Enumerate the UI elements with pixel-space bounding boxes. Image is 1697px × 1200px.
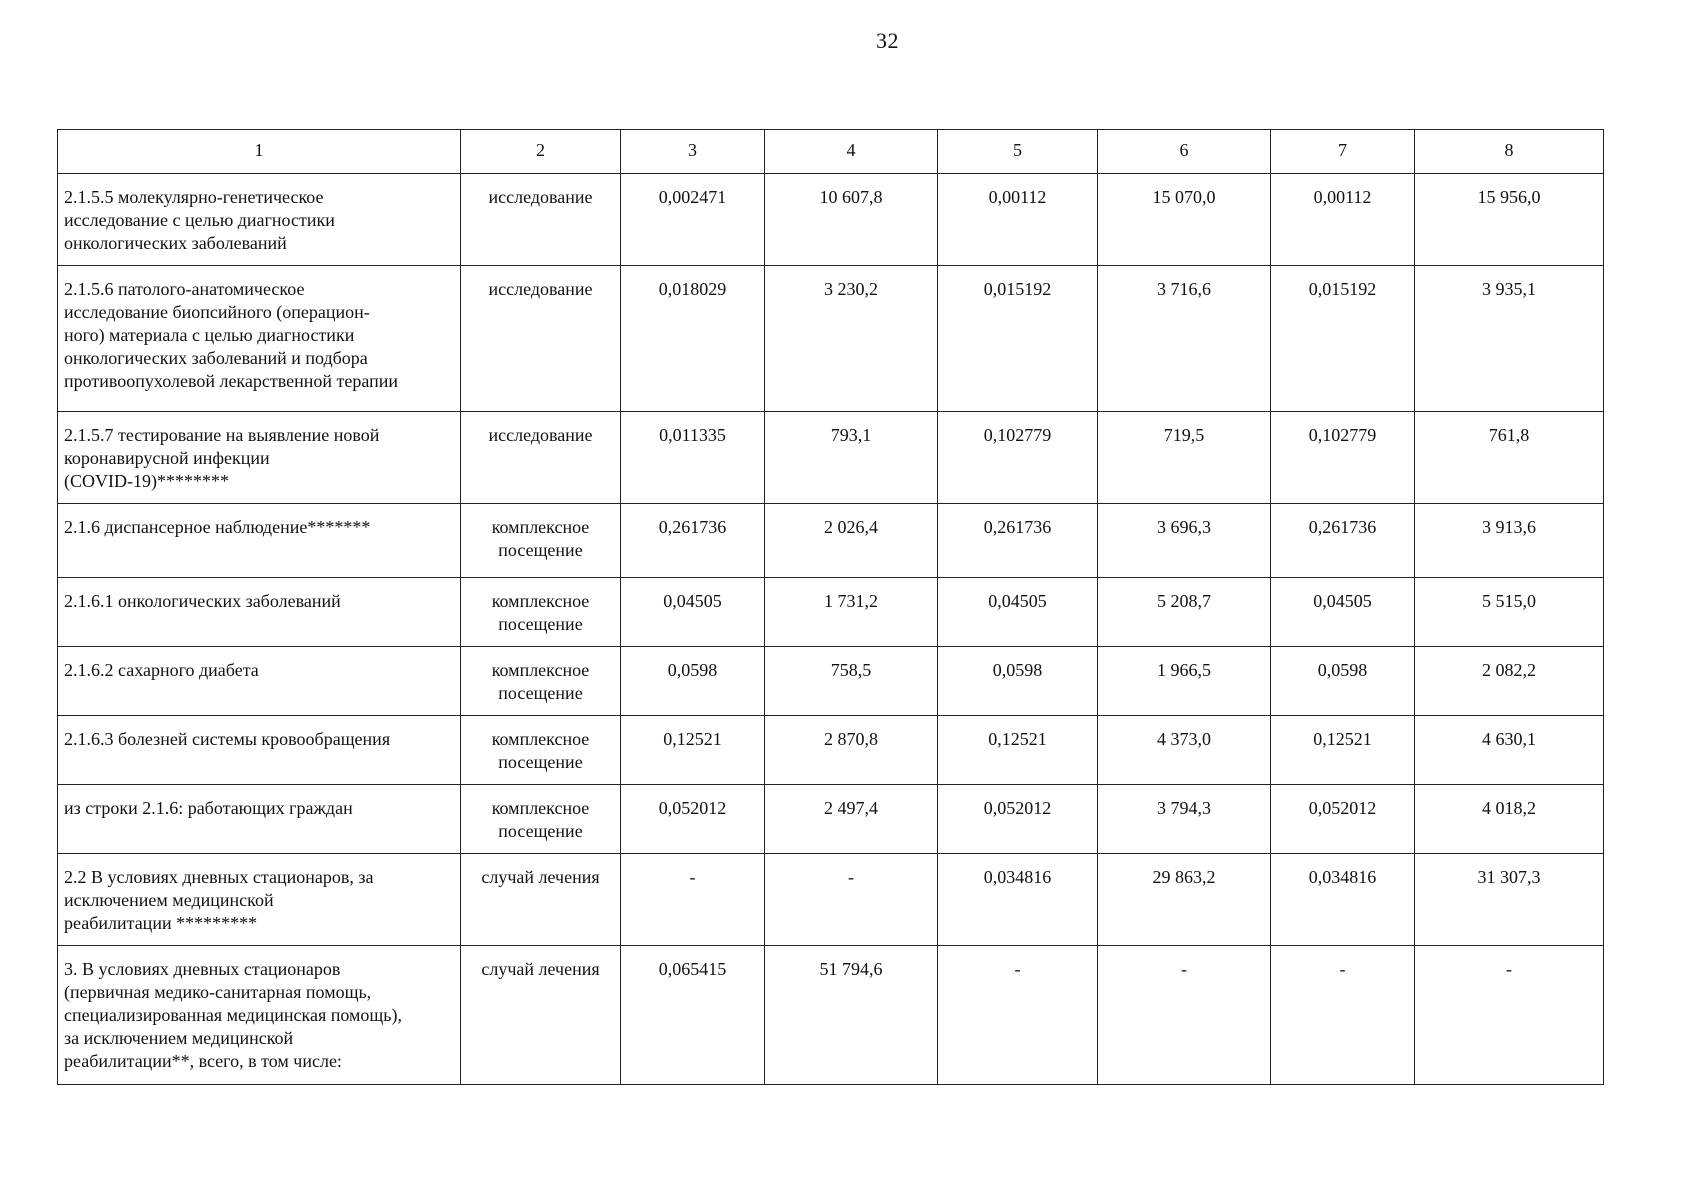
cell-col6: 3 716,6 (1098, 266, 1271, 412)
row-label (58, 785, 461, 854)
cell-col5: 0,00112 (938, 174, 1098, 266)
norms-table (57, 129, 1604, 1085)
cell-col8: 31 307,3 (1415, 854, 1604, 946)
row-unit (461, 412, 621, 504)
row-unit (461, 647, 621, 716)
cell-col8: 3 935,1 (1415, 266, 1604, 412)
cell-col8: 5 515,0 (1415, 578, 1604, 647)
cell-col5: 0,261736 (938, 504, 1098, 578)
page-number: 32 (876, 28, 899, 53)
cell-col8: 4 630,1 (1415, 716, 1604, 785)
cell-col6: 4 373,0 (1098, 716, 1271, 785)
row-label (58, 578, 461, 647)
cell-col4: 793,1 (765, 412, 938, 504)
row-unit (461, 785, 621, 854)
row-label (58, 854, 461, 946)
column-header-8: 8 (1415, 130, 1604, 174)
row-label-text: 3. В условиях дневных стационаров (первичная медико-санитарная помощь, специализированная медицинская помощь), за исключением медицинской реабилитации**, всего, в том числе: (64, 959, 402, 1071)
cell-col4: 3 230,2 (765, 266, 938, 412)
cell-col5: 0,0598 (938, 647, 1098, 716)
table-header-row (58, 130, 1604, 174)
cell-col4: 2 026,4 (765, 504, 938, 578)
cell-col3: 0,018029 (621, 266, 765, 412)
row-label-text: 2.1.5.7 тестирование на выявление новой коронавирусной инфекции (COVID-19)******** (64, 425, 380, 491)
cell-col3: 0,065415 (621, 946, 765, 1085)
row-unit-text: исследование (488, 187, 593, 207)
table-row (58, 647, 1604, 716)
row-unit (461, 174, 621, 266)
cell-col3: 0,261736 (621, 504, 765, 578)
row-unit-text: комплексное посещение (491, 729, 590, 772)
cell-col6: 15 070,0 (1098, 174, 1271, 266)
cell-col7: - (1271, 946, 1415, 1085)
cell-col7: 0,12521 (1271, 716, 1415, 785)
cell-col8: 3 913,6 (1415, 504, 1604, 578)
cell-col4: 51 794,6 (765, 946, 938, 1085)
cell-col3: 0,011335 (621, 412, 765, 504)
row-unit (461, 578, 621, 647)
cell-col6: 719,5 (1098, 412, 1271, 504)
cell-col3: 0,04505 (621, 578, 765, 647)
cell-col4: 10 607,8 (765, 174, 938, 266)
cell-col6: 3 696,3 (1098, 504, 1271, 578)
cell-col6: 5 208,7 (1098, 578, 1271, 647)
cell-col7: 0,102779 (1271, 412, 1415, 504)
cell-col5: 0,12521 (938, 716, 1098, 785)
table-row (58, 785, 1604, 854)
row-unit-text: комплексное посещение (491, 660, 590, 703)
row-unit (461, 854, 621, 946)
cell-col3: 0,0598 (621, 647, 765, 716)
cell-col8: 761,8 (1415, 412, 1604, 504)
column-header-7: 7 (1271, 130, 1415, 174)
cell-col7: 0,261736 (1271, 504, 1415, 578)
cell-col6: 1 966,5 (1098, 647, 1271, 716)
cell-col4: - (765, 854, 938, 946)
column-header-6: 6 (1098, 130, 1271, 174)
table-row (58, 716, 1604, 785)
cell-col6: 3 794,3 (1098, 785, 1271, 854)
column-header-4: 4 (765, 130, 938, 174)
cell-col5: 0,034816 (938, 854, 1098, 946)
row-unit-text: комплексное посещение (491, 517, 590, 560)
row-unit-text: комплексное посещение (491, 591, 590, 634)
cell-col4: 2 497,4 (765, 785, 938, 854)
cell-col8: 2 082,2 (1415, 647, 1604, 716)
row-unit (461, 266, 621, 412)
cell-col4: 2 870,8 (765, 716, 938, 785)
row-label-text: 2.1.6.2 сахарного диабета (64, 660, 259, 680)
row-label (58, 504, 461, 578)
row-label-text: 2.1.6.3 болезней системы кровообращения (64, 729, 391, 749)
row-unit-text: случай лечения (481, 867, 600, 887)
column-header-3: 3 (621, 130, 765, 174)
cell-col3: - (621, 854, 765, 946)
cell-col8: 4 018,2 (1415, 785, 1604, 854)
row-label-text: 2.1.5.5 молекулярно-генетическое исследование с целью диагностики онкологических заболеваний (64, 187, 335, 253)
row-unit (461, 504, 621, 578)
cell-col3: 0,052012 (621, 785, 765, 854)
cell-col5: 0,015192 (938, 266, 1098, 412)
row-label (58, 716, 461, 785)
cell-col7: 0,0598 (1271, 647, 1415, 716)
row-unit-text: исследование (488, 425, 593, 445)
cell-col7: 0,034816 (1271, 854, 1415, 946)
cell-col3: 0,12521 (621, 716, 765, 785)
cell-col7: 0,04505 (1271, 578, 1415, 647)
cell-col6: 29 863,2 (1098, 854, 1271, 946)
row-unit-text: исследование (488, 279, 593, 299)
table-row (58, 578, 1604, 647)
column-header-1: 1 (58, 130, 461, 174)
cell-col6: - (1098, 946, 1271, 1085)
cell-col5: - (938, 946, 1098, 1085)
row-unit (461, 946, 621, 1085)
cell-col4: 1 731,2 (765, 578, 938, 647)
row-label (58, 647, 461, 716)
column-header-5: 5 (938, 130, 1098, 174)
table-row (58, 946, 1604, 1085)
row-unit-text: комплексное посещение (491, 798, 590, 841)
cell-col5: 0,102779 (938, 412, 1098, 504)
cell-col5: 0,04505 (938, 578, 1098, 647)
table-row (58, 854, 1604, 946)
row-label (58, 412, 461, 504)
cell-col7: 0,052012 (1271, 785, 1415, 854)
row-label-text: 2.1.6.1 онкологических заболеваний (64, 591, 341, 611)
cell-col7: 0,015192 (1271, 266, 1415, 412)
table-row (58, 266, 1604, 412)
row-label (58, 266, 461, 412)
table-row (58, 174, 1604, 266)
cell-col8: 15 956,0 (1415, 174, 1604, 266)
cell-col7: 0,00112 (1271, 174, 1415, 266)
column-header-2: 2 (461, 130, 621, 174)
table-row (58, 412, 1604, 504)
cell-col4: 758,5 (765, 647, 938, 716)
row-unit (461, 716, 621, 785)
cell-col3: 0,002471 (621, 174, 765, 266)
cell-col8: - (1415, 946, 1604, 1085)
row-label (58, 946, 461, 1085)
row-label-text: 2.2 В условиях дневных стационаров, за исключением медицинской реабилитации ********* (64, 867, 374, 933)
table-row (58, 504, 1604, 578)
row-label-text: из строки 2.1.6: работающих граждан (64, 798, 353, 818)
row-unit-text: случай лечения (481, 959, 600, 979)
row-label-text: 2.1.5.6 патолого-анатомическое исследование биопсийного (операцион- ного) материала с целью диагностики онкологических заболеваний и подбора противоопухолевой лекарственной терапии (64, 279, 399, 391)
cell-col5: 0,052012 (938, 785, 1098, 854)
row-label (58, 174, 461, 266)
row-label-text: 2.1.6 диспансерное наблюдение******* (64, 517, 371, 537)
